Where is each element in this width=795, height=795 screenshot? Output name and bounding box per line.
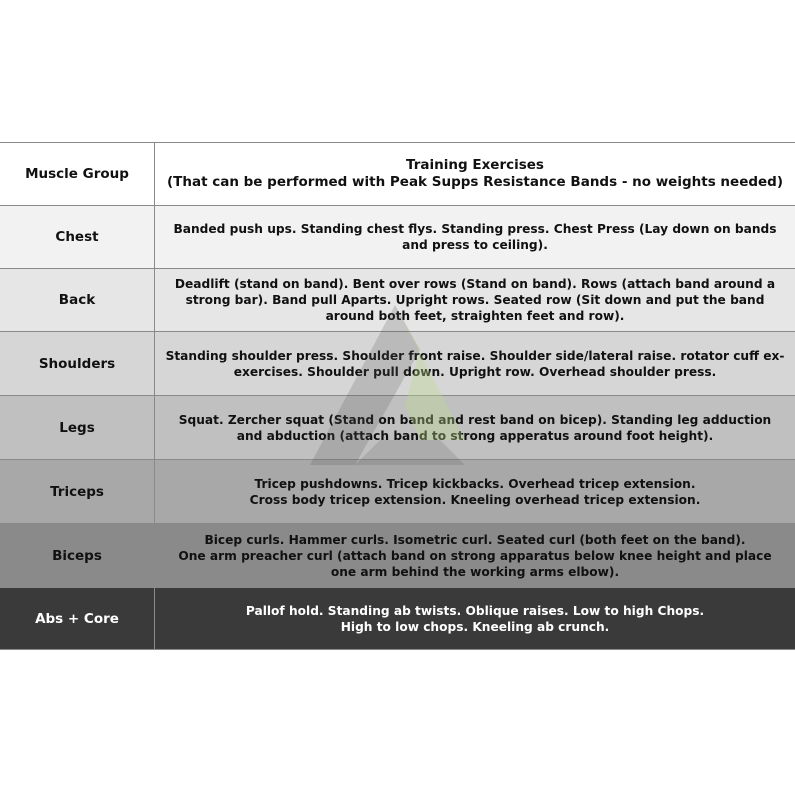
table-row-triceps (0, 460, 795, 524)
table-row-chest (0, 206, 795, 269)
exercises-line: Tricep pushdowns. Tricep kickbacks. Overhead tricep extension. (254, 476, 696, 491)
muscle-group-cell: Legs (0, 396, 155, 460)
exercises-line: Bicep curls. Hammer curls. Isometric curl. Seated curl (both feet on the band). (204, 532, 746, 547)
table-row-back (0, 269, 795, 332)
muscle-group-cell: Triceps (0, 460, 155, 524)
muscle-group-cell: Shoulders (0, 332, 155, 396)
exercises-line: around both feet, straighten feet and row). (325, 309, 625, 323)
muscle-group-cell: Back (0, 269, 155, 332)
exercises-line: and press to ceiling). (402, 238, 548, 252)
muscle-group-cell: Biceps (0, 524, 155, 588)
exercises-cell (155, 332, 795, 396)
exercises-line: Cross body tricep extension. Kneeling overhead tricep extension. (249, 492, 701, 507)
table-row-abs-core (0, 588, 795, 650)
table-row-shoulders (0, 332, 795, 396)
exercises-line: Standing shoulder press. Shoulder front raise. Shoulder side/lateral raise. rotator cuff ex- (165, 348, 785, 363)
header-muscle-group: Muscle Group (0, 143, 155, 206)
muscle-group-cell: Chest (0, 206, 155, 269)
muscle-group-cell: Abs + Core (0, 588, 155, 650)
table-header-row (0, 143, 795, 206)
exercises-cell (155, 524, 795, 588)
exercises-line: Pallof hold. Standing ab twists. Oblique raises. Low to high Chops. (245, 603, 705, 618)
exercises-cell (155, 460, 795, 524)
exercises-line: exercises. Shoulder pull down. Upright row. Overhead shoulder press. (233, 364, 717, 379)
exercises-line: and abduction (attach band to strong apperatus around foot height). (236, 428, 714, 443)
exercises-cell (155, 396, 795, 460)
exercises-cell (155, 269, 795, 332)
exercises-line: one arm behind the working arms elbow). (330, 564, 620, 579)
exercise-table (0, 142, 795, 650)
exercises-cell (155, 588, 795, 650)
header-exercises-subtitle: (That can be performed with Peak Supps Resistance Bands - no weights needed) (166, 174, 784, 190)
table-row-legs (0, 396, 795, 460)
exercises-cell (155, 206, 795, 269)
exercises-line: One arm preacher curl (attach band on strong apparatus below knee height and place (178, 548, 772, 563)
exercises-line: Banded push ups. Standing chest flys. Standing press. Chest Press (Lay down on bands (173, 222, 777, 236)
header-training-exercises (155, 143, 795, 206)
exercises-line: strong bar). Band pull Aparts. Upright rows. Seated row (Sit down and put the band (185, 293, 765, 307)
exercises-line: Deadlift (stand on band). Bent over rows (Stand on band). Rows (attach band around a (174, 277, 776, 291)
exercises-line: Squat. Zercher squat (Stand on band and rest band on bicep). Standing leg adduction (178, 412, 772, 427)
table-row-biceps (0, 524, 795, 588)
header-exercises-title: Training Exercises (406, 157, 544, 173)
exercises-line: High to low chops. Kneeling ab crunch. (340, 619, 610, 634)
